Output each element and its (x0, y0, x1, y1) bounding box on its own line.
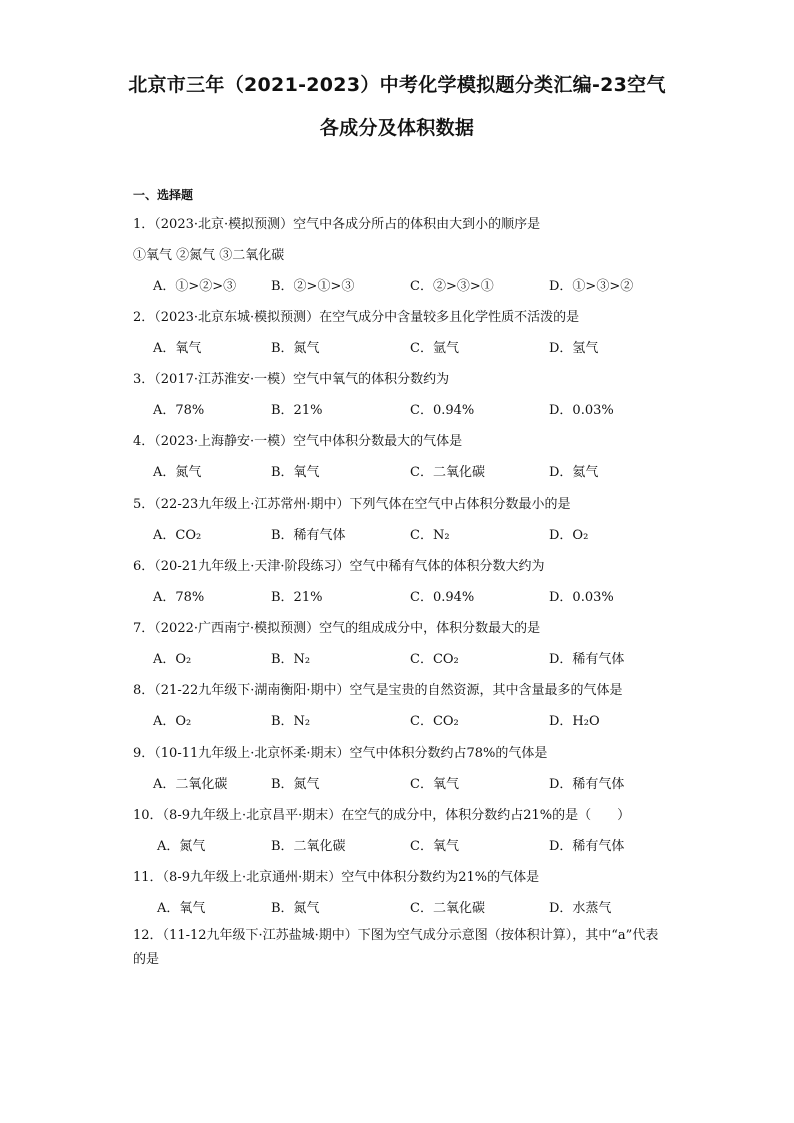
option-a[interactable]: A．78% (153, 403, 205, 418)
question-9-stem: 9．（10-11九年级上·北京怀柔·期末）空气中体积分数约占78%的气体是 (133, 746, 548, 761)
option-c[interactable]: C．②>③>① (410, 279, 494, 294)
option-c[interactable]: C．氧气 (410, 839, 459, 854)
option-c[interactable]: C．氩气 (410, 341, 459, 356)
question-6-options (0, 586, 794, 604)
option-d[interactable]: D．0.03% (549, 403, 614, 418)
option-b[interactable]: B．氮气 (271, 777, 320, 792)
option-d[interactable]: D．H₂O (549, 714, 600, 729)
question-1-items: ①氧气 ②氮气 ③二氧化碳 (133, 248, 285, 263)
option-a[interactable]: A．78% (153, 590, 205, 605)
option-d[interactable]: D．稀有气体 (549, 777, 625, 792)
option-c[interactable]: C．CO₂ (410, 652, 459, 667)
option-b[interactable]: B．氧气 (271, 465, 320, 480)
question-8-stem: 8．（21-22九年级下·湖南衡阳·期中）空气是宝贵的自然资源，其中含量最多的气体是 (133, 683, 623, 698)
question-7-stem: 7．（2022·广西南宁·模拟预测）空气的组成成分中，体积分数最大的是 (133, 621, 541, 636)
question-3-stem: 3．（2017·江苏淮安·一模）空气中氧气的体积分数约为 (133, 372, 450, 387)
option-a[interactable]: A．①>②>③ (153, 279, 237, 294)
question-3-options (0, 399, 794, 417)
question-7-options (0, 648, 794, 666)
option-d[interactable]: D．氢气 (549, 341, 599, 356)
document-title-line-1: 北京市三年（2021-2023）中考化学模拟题分类汇编-23空气 (128, 74, 666, 96)
option-d[interactable]: D．0.03% (549, 590, 614, 605)
question-12-stem: 12．（11-12九年级下·江苏盐城·期中）下图为空气成分示意图（按体积计算），其中“a”代表的是 (133, 928, 659, 967)
question-5-stem: 5．（22-23九年级上·江苏常州·期中）下列气体在空气中占体积分数最小的是 (133, 497, 571, 512)
option-a[interactable]: A．O₂ (153, 652, 192, 667)
document-title-line-2: 各成分及体积数据 (319, 117, 475, 139)
option-a[interactable]: A．O₂ (153, 714, 192, 729)
option-d[interactable]: D．稀有气体 (549, 839, 625, 854)
section-heading: 一、选择题 (133, 188, 194, 202)
option-d[interactable]: D．①>③>② (549, 279, 634, 294)
question-4-stem: 4．（2023·上海静安·一模）空气中体积分数最大的气体是 (133, 434, 463, 449)
question-1-options (0, 275, 794, 293)
question-4-options (0, 461, 794, 479)
option-b[interactable]: B．②>①>③ (271, 279, 355, 294)
option-d[interactable]: D．水蒸气 (549, 901, 612, 916)
option-b[interactable]: B．21% (271, 403, 323, 418)
question-10-stem: 10．（8-9九年级上·北京昌平·期末）在空气的成分中，体积分数约占21%的是（ ） (133, 808, 631, 823)
option-b[interactable]: B．氮气 (271, 341, 320, 356)
option-a[interactable]: A．氧气 (157, 901, 206, 916)
option-a[interactable]: A．CO₂ (153, 528, 202, 543)
question-9-options (0, 773, 794, 791)
question-11-stem: 11．（8-9九年级上·北京通州·期末）空气中体积分数约为21%的气体是 (133, 870, 540, 885)
option-c[interactable]: C．二氧化碳 (410, 465, 485, 480)
question-11-options (0, 897, 794, 915)
option-c[interactable]: C．0.94% (410, 590, 475, 605)
option-d[interactable]: D．O₂ (549, 528, 589, 543)
option-b[interactable]: B．氮气 (271, 901, 320, 916)
question-1-stem: 1．（2023·北京·模拟预测）空气中各成分所占的体积由大到小的顺序是 (133, 217, 541, 232)
option-c[interactable]: C．氧气 (410, 777, 459, 792)
option-c[interactable]: C．N₂ (410, 528, 450, 543)
option-b[interactable]: B．稀有气体 (271, 528, 346, 543)
option-c[interactable]: C．二氧化碳 (410, 901, 485, 916)
option-d[interactable]: D．氦气 (549, 465, 599, 480)
question-10-options (0, 835, 794, 853)
option-b[interactable]: B．N₂ (271, 652, 311, 667)
option-c[interactable]: C．CO₂ (410, 714, 459, 729)
option-b[interactable]: B．二氧化碳 (271, 839, 346, 854)
question-5-options (0, 524, 794, 542)
option-a[interactable]: A．氮气 (153, 465, 202, 480)
option-d[interactable]: D．稀有气体 (549, 652, 625, 667)
option-b[interactable]: B．21% (271, 590, 323, 605)
option-b[interactable]: B．N₂ (271, 714, 311, 729)
option-c[interactable]: C．0.94% (410, 403, 475, 418)
question-2-stem: 2．（2023·北京东城·模拟预测）在空气成分中含量较多且化学性质不活泼的是 (133, 310, 580, 325)
question-8-options (0, 710, 794, 728)
option-a[interactable]: A．氧气 (153, 341, 202, 356)
option-a[interactable]: A．氮气 (157, 839, 206, 854)
option-a[interactable]: A．二氧化碳 (153, 777, 228, 792)
question-2-options (0, 337, 794, 355)
question-6-stem: 6．（20-21九年级上·天津·阶段练习）空气中稀有气体的体积分数大约为 (133, 559, 545, 574)
